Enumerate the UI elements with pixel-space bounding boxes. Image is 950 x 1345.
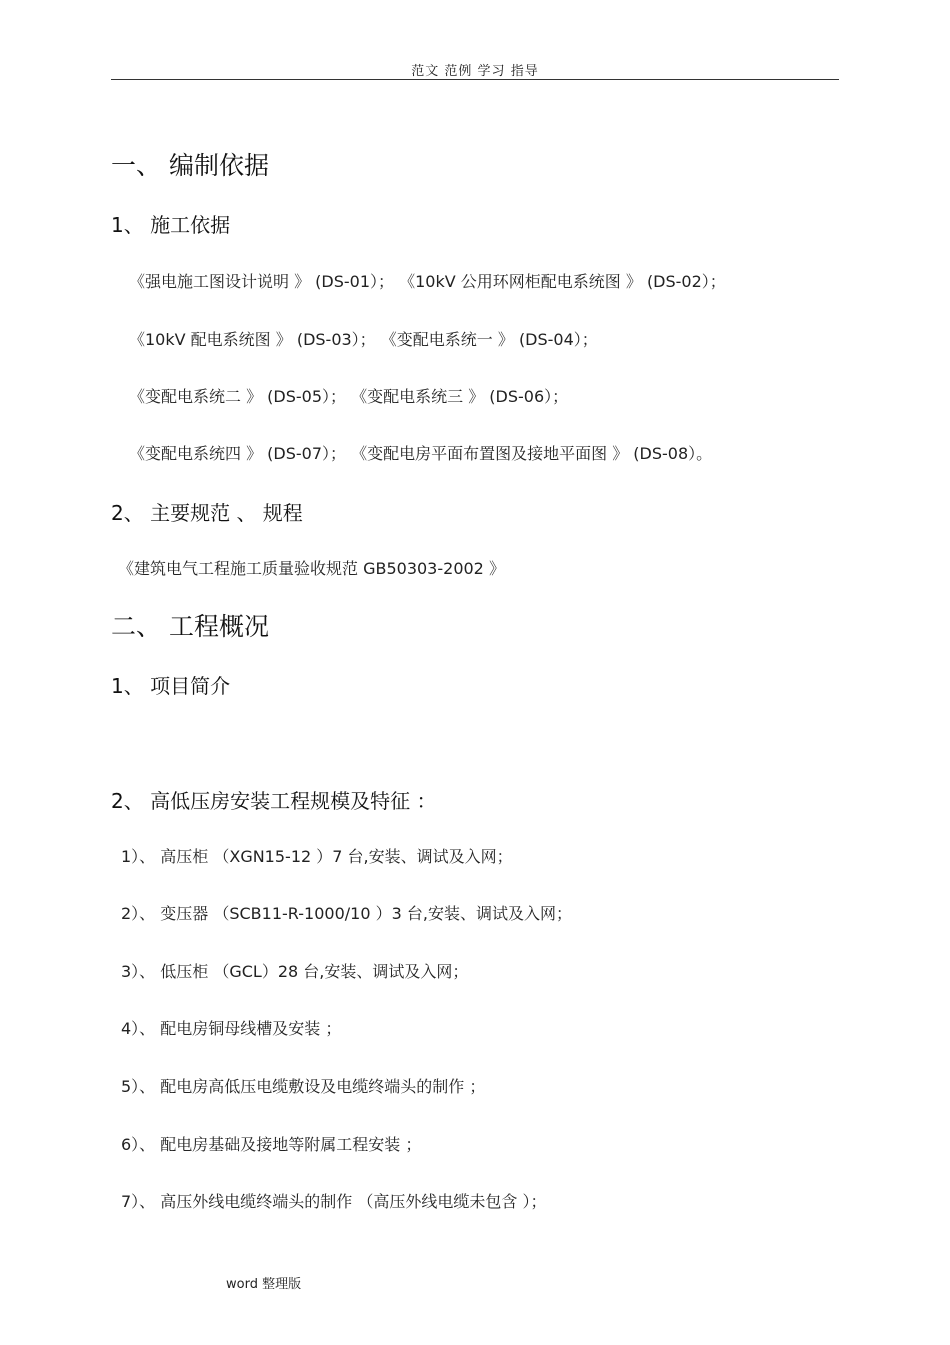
- scope-item-3: 3）、 低压柜 （GCL）28 台,安装、调试及入网；: [121, 962, 469, 981]
- basis-line-3: 《变配电系统二 》 (DS-05）； 《变配电系统三 》 (DS-06）；: [129, 387, 569, 406]
- scope-item-5: 5）、 配电房高低压电缆敷设及电缆终端头的制作 ；: [121, 1077, 486, 1096]
- section-title-compilation-basis: 一、 编制依据: [111, 151, 269, 180]
- scope-item-6: 6）、 配电房基础及接地等附属工程安装 ；: [121, 1135, 422, 1154]
- header-rule: [111, 79, 839, 80]
- section-title-project-overview: 二、 工程概况: [111, 612, 269, 641]
- page-footer: word 整理版: [226, 1277, 302, 1292]
- basis-line-4: 《变配电系统四 》 (DS-07）； 《变配电房平面布置图及接地平面图 》 (DS-08）。: [129, 444, 713, 463]
- subsection-title-construction-basis: 1、 施工依据: [111, 213, 231, 237]
- scope-item-4: 4）、 配电房铜母线槽及安装 ；: [121, 1019, 342, 1038]
- subsection-title-scale-features: 2、 高低压房安装工程规模及特征 ：: [111, 789, 437, 813]
- scope-item-7: 7）、 高压外线电缆终端头的制作 （高压外线电缆未包含 ）；: [121, 1192, 547, 1211]
- scope-item-1: 1）、 高压柜 （XGN15-12 ）7 台,安装、调试及入网；: [121, 847, 513, 866]
- scope-item-2: 2）、 变压器 （SCB11-R-1000/10 ）3 台,安装、调试及入网；: [121, 904, 572, 923]
- subsection-title-standards: 2、 主要规范 、 规程: [111, 501, 303, 525]
- basis-line-2: 《10kV 配电系统图 》 (DS-03）； 《变配电系统一 》 (DS-04）；: [129, 330, 598, 349]
- basis-line-1: 《强电施工图设计说明 》 (DS-01）； 《10kV 公用环网柜配电系统图 》 (DS-02）；: [129, 272, 726, 291]
- standard-line-1: 《建筑电气工程施工质量验收规范 GB50303-2002 》: [118, 559, 505, 578]
- header-text: 范文 范例 学习 指导: [411, 64, 539, 79]
- subsection-title-project-intro: 1、 项目简介: [111, 674, 231, 698]
